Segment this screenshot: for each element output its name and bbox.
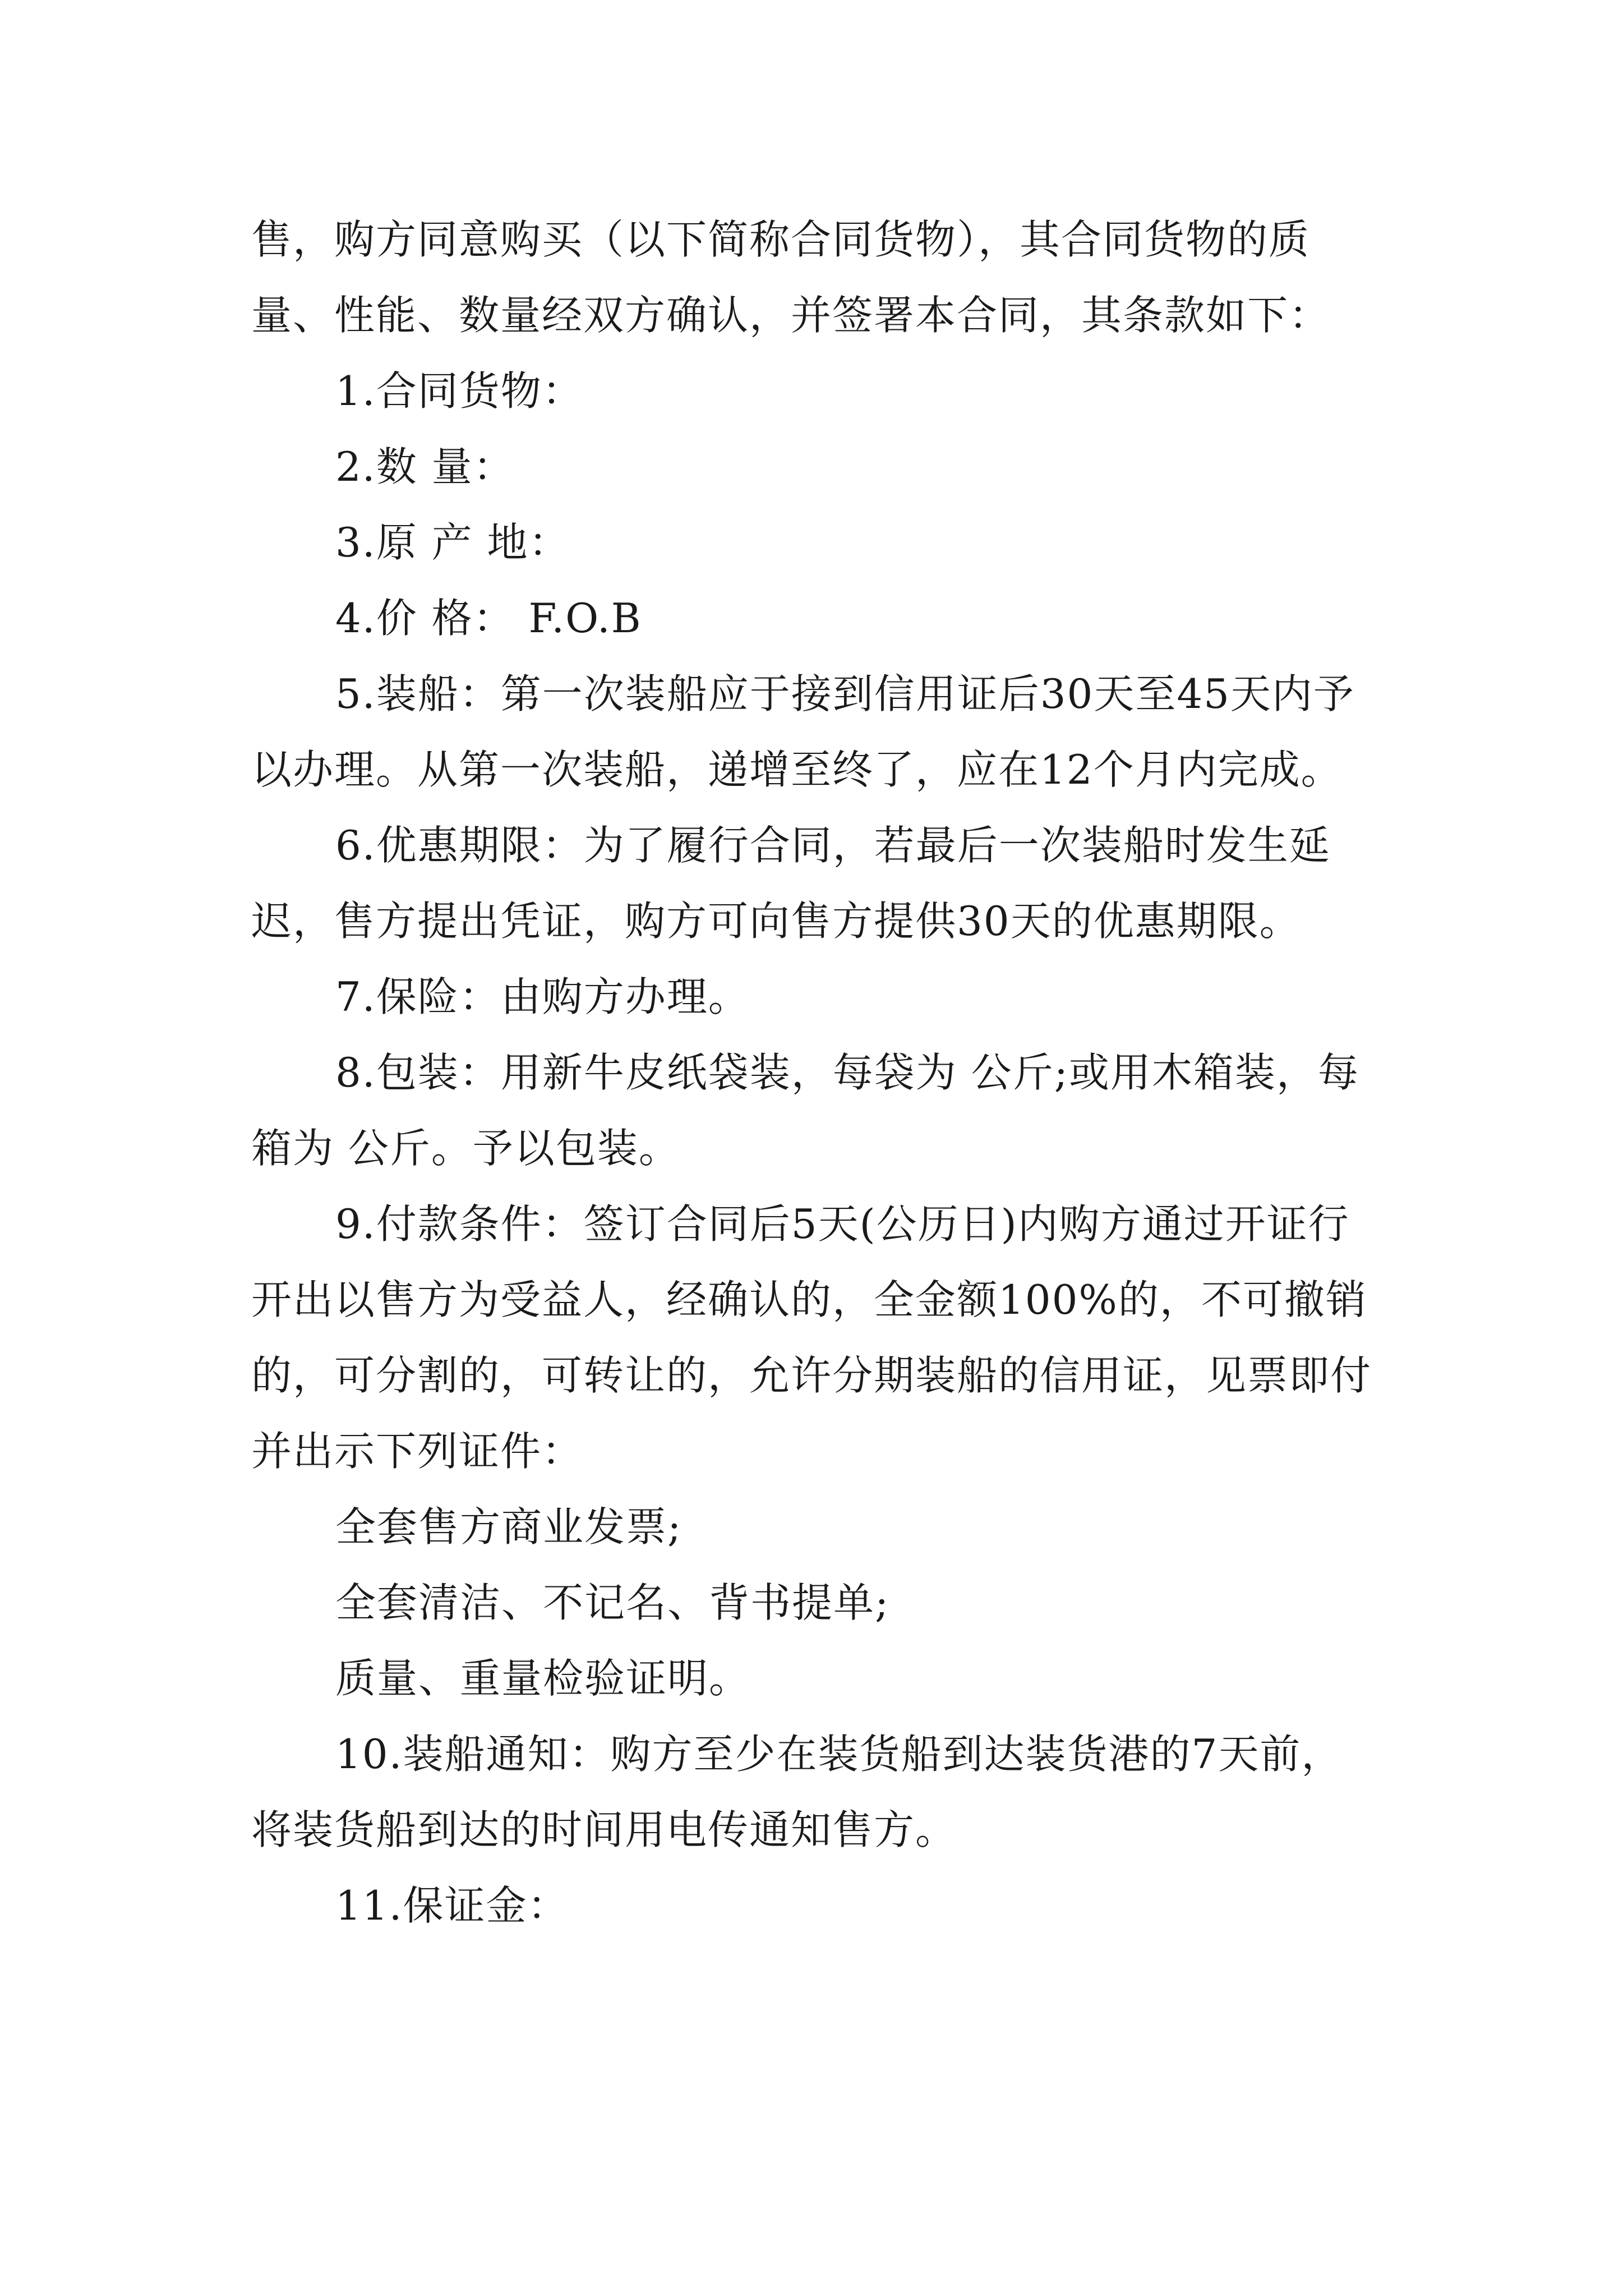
clause-insurance: 7.保险：由购方办理。 [335,973,750,1020]
clause-payment: 9.付款条件：签订合同后5天(公历日)内购方通过开证行开出以售方为受益人，经确认的，全金额100%的，不可撤销的，可分割的，可转让的，允许分期装船的信用证，见票即付并出示下列证件： [251,1200,1372,1475]
clause-shipping-notice: 10.装船通知：购方至少在装货船到达装货港的7天前，将装货船到达的时间用电传通知售方。 [251,1731,1343,1853]
clause-goods: 1.合同货物： [335,367,584,415]
clause-packing: 8.包装：用新牛皮纸袋装，每袋为 公斤;或用木箱装，每箱为 公斤。予以包装。 [251,1049,1359,1172]
clause-origin: 3.原 产 地： [335,519,570,566]
clause-deposit: 11.保证金： [335,1882,569,1929]
clause-shipment: 5.装船：第一次装船应于接到信用证后30天至45天内予以办理。从第一次装船，递增至终了，应在12个月内完成。 [251,670,1355,793]
document-item-inspection: 质量、重量检验证明。 [335,1655,751,1702]
paragraph-intro: 售，购方同意购买（以下简称合同货物），其合同货物的质量、性能、数量经双方确认，并签署本合同，其条款如下： [251,216,1331,339]
clause-grace-period: 6.优惠期限：为了履行合同，若最后一次装船时发生延迟，售方提出凭证，购方可向售方提供30天的优惠期限。 [251,822,1331,945]
document-item-bill-of-lading: 全套清洁、不记名、背书提单; [335,1579,890,1626]
clause-quantity: 2.数 量： [335,443,515,490]
document-body [251,202,1384,1944]
clause-price: 4.价 格： F.O.B [335,595,642,642]
document-item-invoice: 全套售方商业发票; [335,1503,683,1550]
